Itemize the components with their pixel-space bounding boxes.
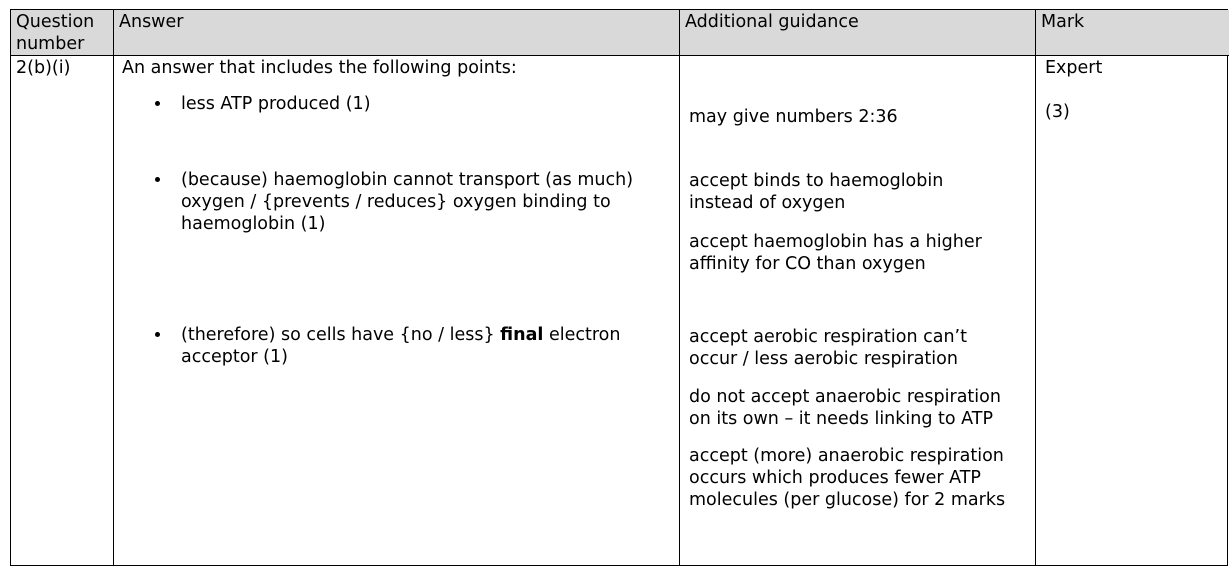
mark-type: Expert: [1045, 58, 1103, 78]
answer-point-3-text-a: (therefore) so cells have {no / less}: [181, 325, 501, 345]
guidance-6-line-2: occurs which produces fewer ATP: [689, 468, 981, 488]
header-guidance-label: Additional guidance: [685, 12, 859, 32]
header-mark: [1036, 10, 1229, 56]
answer-point-3-line-1: [181, 324, 620, 346]
guidance-4-line-1: accept aerobic respiration can’t: [689, 327, 967, 347]
answer-point-2-line-2: oxygen / {prevents / reduces} oxygen binding to: [181, 192, 611, 212]
answer-point-2-line-1: (because) haemoglobin cannot transport (as much): [181, 170, 634, 190]
header-question-number-line1: Question: [16, 12, 95, 32]
answer-intro: An answer that includes the following points:: [122, 58, 517, 78]
header-answer: [114, 10, 680, 56]
answer-cell: [114, 56, 680, 565]
header-answer-label: Answer: [119, 12, 184, 32]
answer-point-3-text-b: electron: [543, 325, 621, 345]
guidance-5-line-1: do not accept anaerobic respiration: [689, 387, 1001, 407]
header-question-number: [11, 10, 114, 56]
guidance-1-line-1: may give numbers 2:36: [689, 107, 898, 127]
guidance-6-line-3: molecules (per glucose) for 2 marks: [689, 490, 1006, 510]
guidance-3-line-2: affinity for CO than oxygen: [689, 254, 926, 274]
guidance-2-line-2: instead of oxygen: [689, 193, 846, 213]
header-guidance: [680, 10, 1036, 56]
header-question-number-line2: number: [16, 34, 85, 54]
mark-scheme-table: [10, 9, 1228, 566]
guidance-5-line-2: on its own – it needs linking to ATP: [689, 409, 994, 429]
bullet-icon: [155, 332, 160, 337]
guidance-2-line-1: accept binds to haemoglobin: [689, 171, 944, 191]
question-number: 2(b)(i): [16, 58, 71, 78]
answer-point-1-line-1: less ATP produced (1): [181, 94, 371, 114]
answer-point-3-line-2: acceptor (1): [181, 347, 288, 367]
guidance-6-line-1: accept (more) anaerobic respiration: [689, 446, 1004, 466]
answer-point-3-bold-word: final: [500, 325, 544, 345]
guidance-3-line-1: accept haemoglobin has a higher: [689, 232, 982, 252]
mark-value: (3): [1045, 102, 1070, 122]
guidance-cell: [680, 56, 1036, 565]
answer-point-2-line-3: haemoglobin (1): [181, 214, 326, 234]
header-mark-label: Mark: [1041, 12, 1085, 32]
mark-cell: [1036, 56, 1229, 565]
bullet-icon: [155, 101, 160, 106]
bullet-icon: [155, 177, 160, 182]
question-number-cell: [11, 56, 114, 565]
guidance-4-line-2: occur / less aerobic respiration: [689, 349, 958, 369]
